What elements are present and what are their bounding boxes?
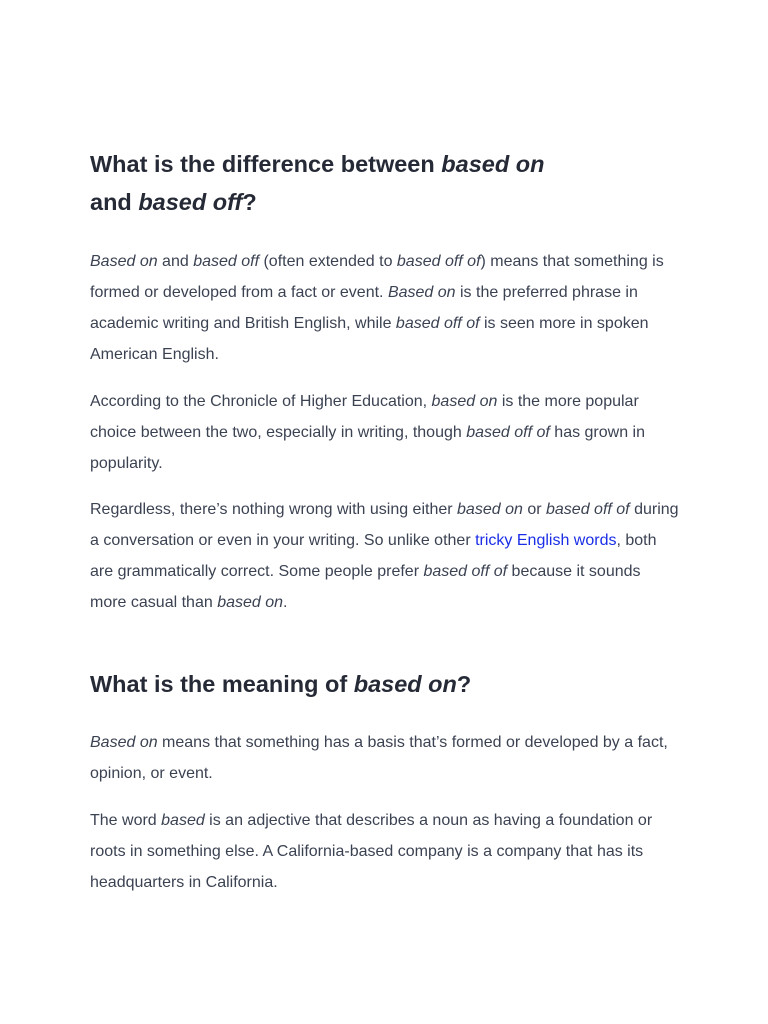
paragraph-text: because it sounds more casual than <box>90 563 641 611</box>
term-based-on: based on <box>457 501 523 518</box>
heading-text: and <box>90 189 139 215</box>
term-based-on: based on <box>217 594 284 611</box>
heading-term-based-on: based on <box>353 671 457 697</box>
heading-difference <box>90 145 560 221</box>
paragraph-meaning <box>90 727 680 789</box>
paragraph-text: has grown in popularity. <box>90 424 646 472</box>
paragraph-text: The word <box>90 812 162 829</box>
heading-meaning <box>90 665 680 703</box>
paragraph-adjective <box>90 805 680 898</box>
paragraph-text: during a conversation or even in your writing. So unlike other <box>90 501 679 549</box>
term-based-on: based on <box>431 393 498 410</box>
term-based-on: Based on <box>387 284 456 301</box>
term-based-off-of: based off of <box>395 315 480 332</box>
term-based-on: Based on <box>90 734 158 751</box>
paragraph-text: . <box>283 594 288 611</box>
term-based-off-of: based off of <box>423 563 508 580</box>
term-based: based <box>161 812 205 829</box>
paragraph-text: Regardless, there’s nothing wrong with using either <box>90 501 458 518</box>
paragraph-text: and <box>157 253 194 270</box>
heading-term-based-off: based off <box>138 189 243 215</box>
paragraph-text: is the preferred phrase in academic writing and British English, while <box>90 284 638 332</box>
heading-text: ? <box>456 671 472 697</box>
heading-text: What is the meaning of <box>90 671 354 697</box>
paragraph-text: is an adjective that describes a noun as having a foundation or roots in something else. A California-based company is a company that has its headquarters in California. <box>90 812 653 891</box>
paragraph-text: , both are grammatically correct. Some people prefer <box>90 532 657 580</box>
paragraph-text: (often extended to <box>259 253 397 270</box>
paragraph-text: ) means that something is formed or developed from a fact or event. <box>90 253 664 301</box>
paragraph-text: is seen more in spoken American English. <box>90 315 649 363</box>
heading-text: ? <box>242 189 257 215</box>
term-based-on: Based on <box>90 253 158 270</box>
term-based-off-of: based off of <box>396 253 481 270</box>
heading-term-based-on: based on <box>441 151 545 177</box>
paragraph-usage <box>90 494 680 618</box>
term-based-off-of: based off of <box>466 424 550 441</box>
paragraph-text: According to the Chronicle of Higher Education, <box>90 393 432 410</box>
paragraph-text: is the more popular choice between the two, especially in writing, though <box>90 393 639 441</box>
paragraph-text: means that something has a basis that’s formed or developed by a fact, opinion, or event. <box>90 734 668 782</box>
paragraph-popularity <box>90 386 680 479</box>
term-based-off: based off <box>193 253 260 270</box>
tricky-english-words-link[interactable]: tricky English words <box>475 532 617 549</box>
paragraph-definition <box>90 246 680 370</box>
paragraph-text: or <box>522 501 546 518</box>
heading-text: What is the difference between <box>90 151 442 177</box>
term-based-off-of: based off of <box>546 501 630 518</box>
